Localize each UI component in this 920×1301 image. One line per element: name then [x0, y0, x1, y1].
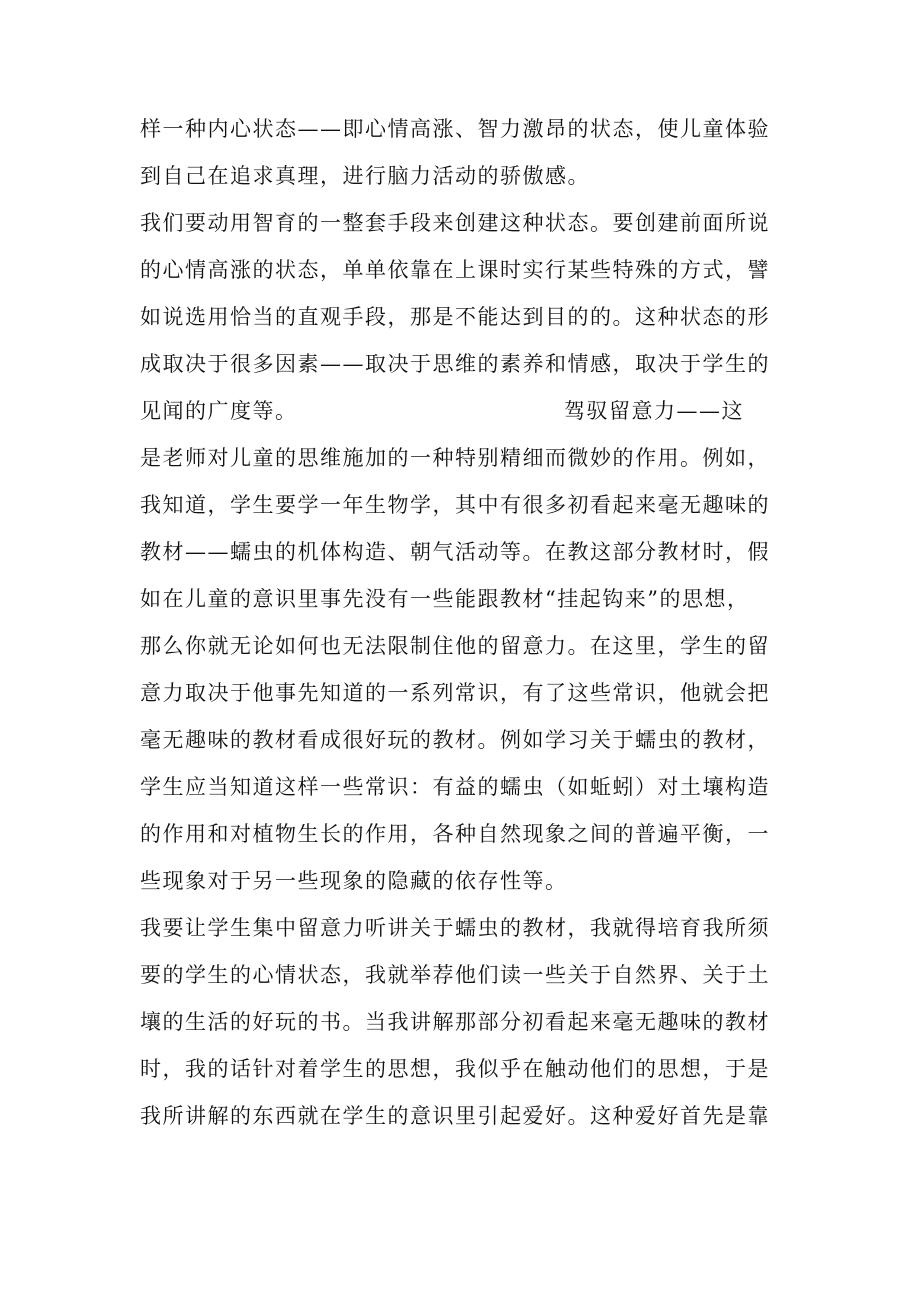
text-line: 的心情高涨的状态，单单依靠在上课时实行某些特殊的方式，譬	[140, 258, 770, 282]
text-line: 时，我的话针对着学生的思想，我似乎在触动他们的思想，于是	[140, 1057, 770, 1081]
text-line: 如说选用恰当的直观手段，那是不能达到目的的。这种状态的形	[140, 305, 770, 329]
text-line: 教材——蠕虫的机体构造、朝气活动等。在教这部分教材时，假	[140, 540, 770, 564]
text-line: 壤的生活的好玩的书。当我讲解那部分初看起来毫无趣味的教材	[140, 1010, 770, 1034]
text-line: 的作用和对植物生长的作用，各种自然现象之间的普遍平衡，一	[140, 822, 770, 846]
text-line: 我所讲解的东西就在学生的意识里引起爱好。这种爱好首先是靠	[140, 1104, 770, 1128]
text-line: 如在儿童的意识里事先没有一些能跟教材“挂起钩来”的思想，	[140, 587, 750, 611]
text-line: 要的学生的心情状态，我就举荐他们读一些关于自然界、关于土	[140, 963, 770, 987]
text-line: 我知道，学生要学一年生物学，其中有很多初看起来毫无趣味的	[140, 493, 770, 517]
text-line: 学生应当知道这样一些常识：有益的蠕虫（如蚯蚓）对土壤构造	[140, 775, 770, 799]
text-line: 意力取决于他事先知道的一系列常识，有了这些常识，他就会把	[140, 681, 770, 705]
text-line: 我要让学生集中留意力听讲关于蠕虫的教材，我就得培育我所须	[140, 916, 770, 940]
text-line: 是老师对儿童的思维施加的一种特别精细而微妙的作用。例如，	[140, 446, 770, 470]
text-line: 样一种内心状态——即心情高涨、智力激昂的状态，使儿童体验	[140, 117, 770, 141]
text-line: 些现象对于另一些现象的隐藏的依存性等。	[140, 869, 568, 893]
paragraph-end-text: 见闻的广度等。	[140, 399, 298, 423]
body-text	[140, 106, 790, 1140]
text-line: 毫无趣味的教材看成很好玩的教材。例如学习关于蠕虫的教材，	[140, 728, 770, 752]
text-line-with-fragment	[140, 388, 790, 435]
trailing-fragment: 驾驭留意力——这	[564, 399, 744, 423]
text-line: 成取决于很多因素——取决于思维的素养和情感，取决于学生的	[140, 352, 770, 376]
text-line: 我们要动用智育的一整套手段来创建这种状态。要创建前面所说	[140, 211, 770, 235]
text-line: 到自己在追求真理，进行脑力活动的骄傲感。	[140, 164, 590, 188]
text-line: 那么你就无论如何也无法限制住他的留意力。在这里，学生的留	[140, 634, 770, 658]
